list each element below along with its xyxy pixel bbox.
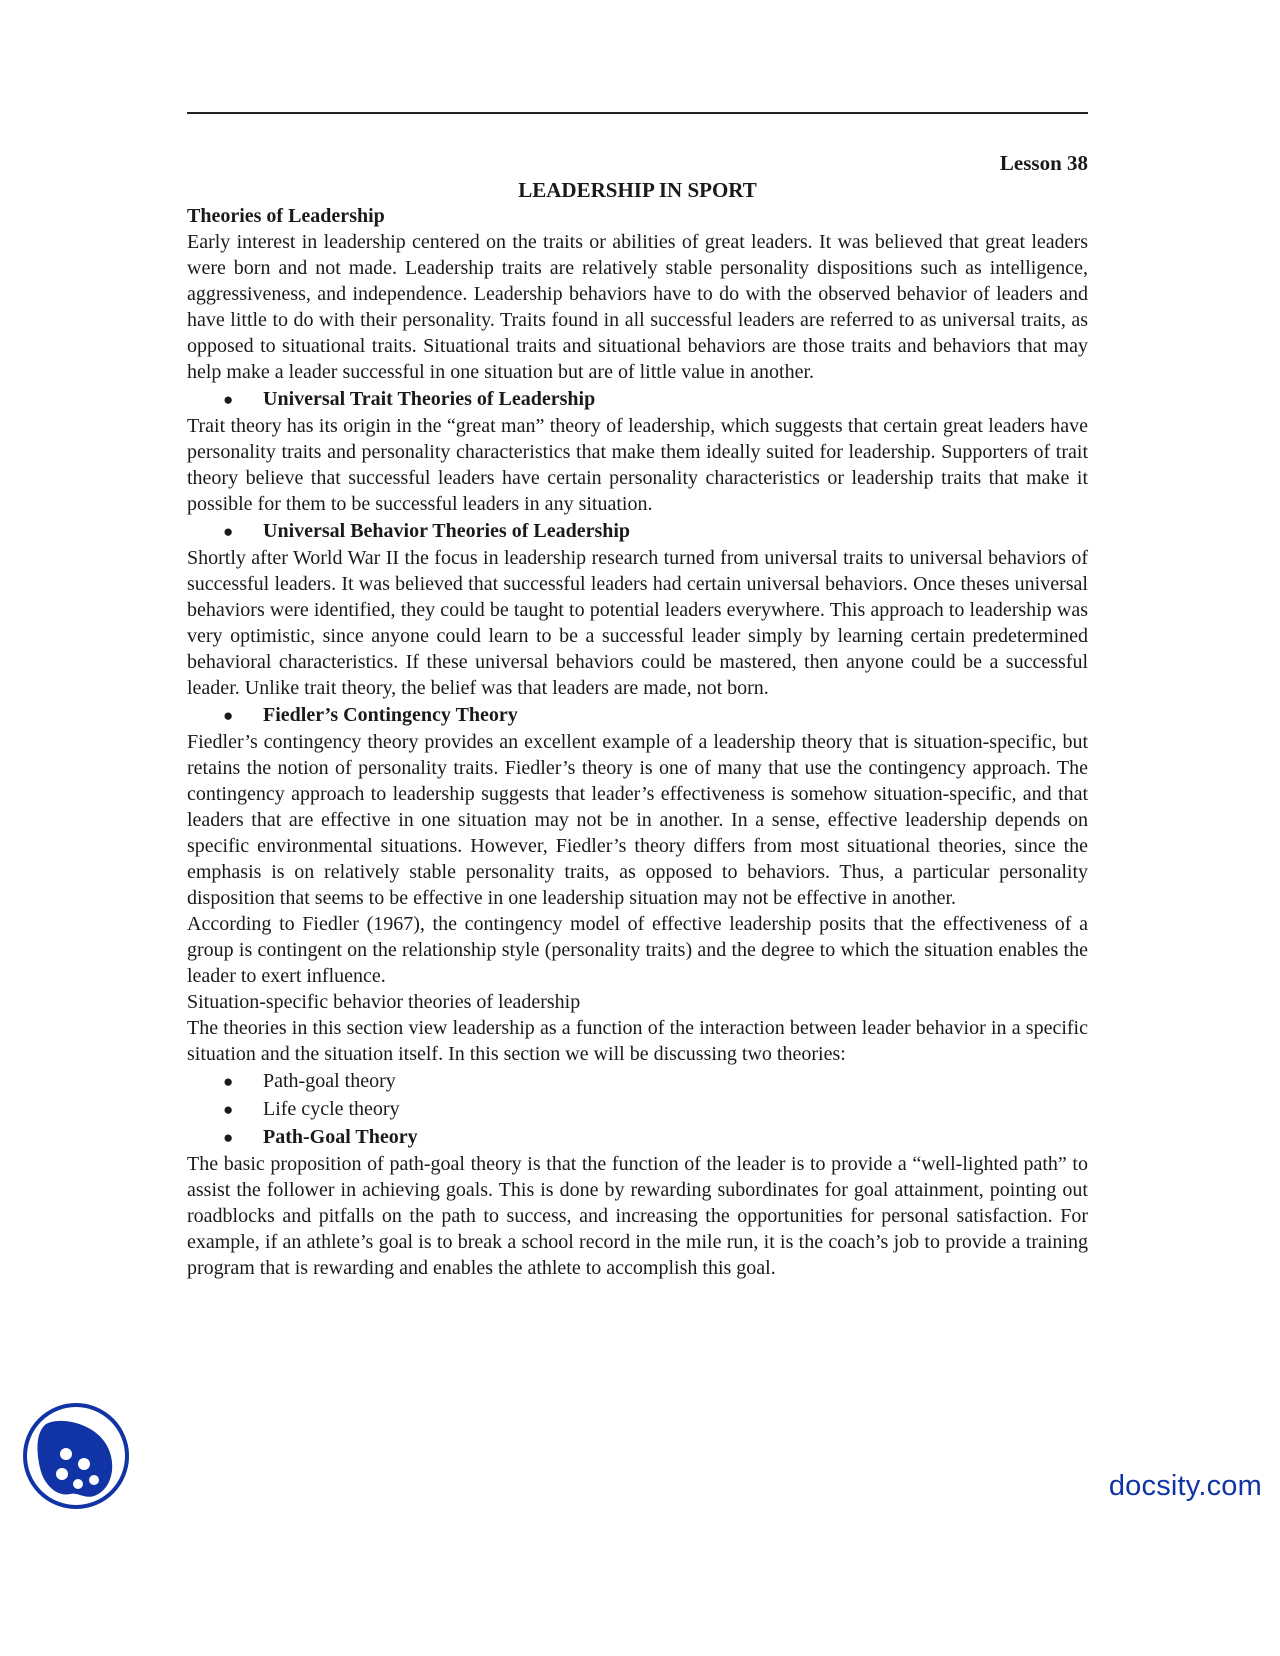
- bullet-heading-behavior: [187, 517, 1088, 545]
- bullet-icon: ●: [223, 1072, 234, 1091]
- situation-paragraph: The theories in this section view leadership as a function of the interaction between leader behavior in a specific situation and the situation itself. In this section we will be discussing two theories:: [187, 1017, 1088, 1065]
- list-item-label: Life cycle theory: [263, 1098, 400, 1120]
- header-rule: [187, 112, 1088, 114]
- bullet-icon: ●: [223, 522, 234, 541]
- fiedler-heading: Fiedler’s Contingency Theory: [263, 704, 518, 726]
- docsity-brand-link[interactable]: docsity.com: [1108, 1470, 1262, 1502]
- situation-subheading: Situation-specific behavior theories of leadership: [187, 991, 581, 1013]
- lesson-number: Lesson 38: [999, 151, 1088, 175]
- bullet-icon: ●: [223, 706, 234, 725]
- pathgoal-heading: Path-Goal Theory: [263, 1126, 418, 1148]
- section-heading: Theories of Leadership: [187, 205, 385, 227]
- list-item-label: Path-goal theory: [263, 1070, 396, 1092]
- page-title: LEADERSHIP IN SPORT: [518, 178, 757, 202]
- pathgoal-paragraph: The basic proposition of path-goal theory is that the function of the leader is to provide a “well-lighted path” to assist the follower in achieving goals. This is done by rewarding subordinates for goal attainment, pointing out roadblocks and pitfalls on the path to success, and increasing the opportunities for personal satisfaction. For example, if an athlete’s goal is to break a school record in the mile run, it is the coach’s job to provide a training program that is rewarding and enables the athlete to accomplish this goal.: [187, 1153, 1088, 1279]
- bullet-heading-fiedler: [187, 701, 1088, 729]
- document-page: [187, 150, 1088, 1281]
- behavior-paragraph: Shortly after World War II the focus in leadership research turned from universal traits to universal behaviors of successful leaders. It was believed that successful leaders had certain universal behaviors. Once theses universal behaviors were identified, they could be taught to potential leaders everywhere. This approach to leadership was very optimistic, since anyone could learn to be a successful leader simply by learning certain predetermined behavioral characteristics. If these universal behaviors could be mastered, then anyone could be a successful leader. Unlike trait theory, the belief was that leaders are made, not born.: [187, 547, 1088, 699]
- trait-paragraph: Trait theory has its origin in the “great man” theory of leadership, which suggests that certain great leaders have personality traits and personality characteristics that make them ideally suited for leadership. Supporters of trait theory believe that successful leaders have certain personality characteristics or leadership traits that make it possible for them to be successful leaders in any situation.: [187, 415, 1088, 515]
- fiedler-paragraph-2: According to Fiedler (1967), the contingency model of effective leadership posits that the effectiveness of a group is contingent on the relationship style (personality traits) and the degree to which the situation enables the leader to exert influence.: [187, 913, 1088, 987]
- bullet-heading-pathgoal: [187, 1123, 1088, 1151]
- bullet-icon: ●: [223, 1100, 234, 1119]
- trait-heading: Universal Trait Theories of Leadership: [263, 388, 596, 410]
- docsity-ladybug-logo-icon[interactable]: [22, 1402, 130, 1510]
- fiedler-paragraph-1: Fiedler’s contingency theory provides an excellent example of a leadership theory that is situation-specific, but retains the notion of personality traits. Fiedler’s theory is one of many that use the contingency approach. The contingency approach to leadership suggests that leader’s effectiveness is somehow situation-specific, and that leaders that are effective in one situation may not be in another. In a sense, effective leadership depends on specific environmental situations. However, Fiedler’s theory differs from most situational theories, since the emphasis is on relatively stable personality traits, as opposed to behaviors. Thus, a particular personality disposition that seems to be effective in one leadership situation may not be effective in another.: [187, 731, 1088, 909]
- behavior-heading: Universal Behavior Theories of Leadership: [263, 520, 631, 542]
- list-item: [187, 1067, 1088, 1095]
- bullet-heading-trait: [187, 385, 1088, 413]
- intro-paragraph: Early interest in leadership centered on the traits or abilities of great leaders. It was believed that great leaders were born and not made. Leadership traits are relatively stable personality dispositions such as intelligence, aggressiveness, and independence. Leadership behaviors have to do with the observed behavior of leaders and have little to do with their personality. Traits found in all successful leaders are referred to as universal traits, as opposed to situational traits. Situational traits and situational behaviors are those traits and behaviors that may help make a leader successful in one situation but are of little value in another.: [187, 231, 1088, 383]
- list-item: [187, 1095, 1088, 1123]
- bullet-icon: ●: [223, 390, 234, 409]
- bullet-icon: ●: [223, 1128, 234, 1147]
